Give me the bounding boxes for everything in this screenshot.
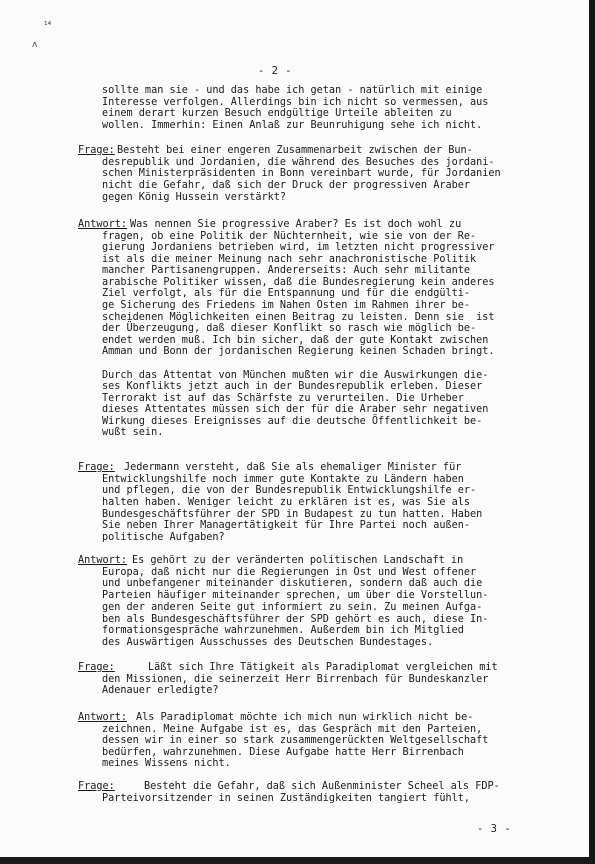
text-line: gegen König Hussein verstärkt? <box>102 191 287 203</box>
speaker-label: Frage: <box>78 462 115 473</box>
text-line: dieses Attentates müssen sich der für die Araber sehr negativen <box>102 404 489 416</box>
text-line: ben als Bundesgeschäftsführer der SPD gehört es auch, diese In- <box>102 613 489 625</box>
text-line: ge Sicherung des Friedens im Nahen Osten im Rahmen ihrer be- <box>102 300 471 312</box>
text-line: Wirkung dieses Ereignisses auf die deutsche Öffentlichkeit be- <box>102 415 483 427</box>
text-line: Was nennen Sie progressive Araber? Es ist doch wohl zu <box>130 219 462 230</box>
text-line: der Überzeugung, daß dieser Konflikt so rasch wie möglich be- <box>102 323 477 335</box>
text-line: nicht die Gefahr, daß sich der Druck der progressiven Araber <box>102 180 471 192</box>
text-line: Parteivorsitzender in seinen Zuständigkeiten tangiert fühlt, <box>102 792 471 804</box>
text-line: den Missionen, die seinerzeit Herr Birrenbach für Bundeskanzler <box>102 673 489 685</box>
text-line: einem derart kurzen Besuch endgültige Urteile ableiten zu <box>102 108 452 120</box>
text-line: formationsgespräche wahrzunehmen. Außerdem bin ich Mitglied <box>102 625 464 637</box>
text-line: Ziel verfolgt, als für die Entspannung und für die endgülti- <box>102 288 471 300</box>
text-line: scheidenen Möglichkeiten einen Beitrag zu leisten. Denn sie ist <box>102 311 495 323</box>
text-line: Es gehört zu der veränderten politischen Landschaft in <box>132 555 464 566</box>
text-line: Entwicklungshilfe noch immer gute Kontakte zu Ländern haben <box>102 473 464 485</box>
text-line: Adenauer erledigte? <box>102 685 219 696</box>
text-line: Terrorakt ist auf das Schärfste zu verurteilen. Die Urheber <box>102 392 464 404</box>
text-line: Jedermann versteht, daß Sie als ehemaliger Minister für <box>124 462 462 473</box>
text-line: gierung Jordaniens betrieben wird, im letzten nicht progressiver <box>102 242 495 254</box>
speaker-label: Antwort: <box>78 219 128 230</box>
speaker-label: Antwort: <box>78 555 128 566</box>
text-line: ses Konflikts jetzt auch in der Bundesrepublik erleben. Dieser <box>102 381 483 393</box>
speaker-label: Frage: <box>78 145 115 156</box>
corner-mark-top: ¹⁴ <box>44 21 52 31</box>
text-line: halten haben. Weniger leicht zu erklären ist es, was Sie als <box>102 497 471 508</box>
text-line: Besteht bei einer engeren Zusammenarbeit zwischen der Bun- <box>117 145 473 156</box>
text-line: Durch das Attentat von München mußten wir die Auswirkungen die- <box>102 369 489 381</box>
speaker-label: Frage: <box>78 781 115 792</box>
text-line: wollen. Immerhin: Einen Anlaß zur Beunruhigung sehe ich nicht. <box>102 119 483 131</box>
text-line: Bundesgeschäftsführer der SPD in Budapest zu tun hatten. Haben <box>102 508 483 520</box>
text-line: des Auswärtigen Ausschusses des Deutschen Bundestages. <box>102 636 434 648</box>
corner-mark-left: ʌ <box>32 40 38 50</box>
text-line: Parteien häufiger miteinander sprechen, um über die Vorstellun- <box>102 590 489 602</box>
text-line: Sie neben Ihrer Managertätigkeit für Ihre Partei noch außen- <box>102 520 471 532</box>
text-line: Interesse verfolgen. Allerdings bin ich nicht so vermessen, aus <box>102 96 489 108</box>
text-line: und pflegen, die von der Bundesrepublik Entwicklungshilfe er- <box>102 485 477 497</box>
page-number-top: - 2 - <box>258 65 293 77</box>
text-line: Europa, daß nicht nur die Regierungen in Ost und West offener <box>102 566 477 578</box>
text-line: ist als die meiner Meinung nach sehr anachronistische Politik <box>102 253 477 265</box>
speaker-label: Antwort: <box>78 712 128 723</box>
text-line: bedürfen, wahrzunehmen. Diese Aufgabe hatte Herr Birrenbach <box>102 746 464 758</box>
text-line: wußt sein. <box>102 427 164 439</box>
text-line: und unbefangener miteinander diskutieren, sondern daß auch die <box>102 578 483 590</box>
text-line: dessen wir in einer so stark zusammengerückten Weltgesellschaft <box>102 735 489 747</box>
text-line: desrepublik und Jordanien, die während des Besuches des jordani- <box>102 156 495 168</box>
text-line: Läßt sich Ihre Tätigkeit als Paradiplomat vergleichen mit <box>148 662 498 673</box>
text-line: schen Ministerpräsidenten in Bonn vereinbart wurde, für Jordanien <box>102 168 501 180</box>
text-line: mancher Partisanengruppen. Andererseits: Auch sehr militante <box>102 265 471 277</box>
text-line: fragen, ob eine Politik der Nüchternheit, wie sie von der Re- <box>102 230 477 242</box>
text-line: gen der anderen Seite gut informiert zu sein. Zu meinen Aufga- <box>102 601 483 613</box>
text-line: arabische Politiker wissen, daß die Bundesregierung kein anderes <box>102 276 495 288</box>
speaker-label: Frage: <box>78 662 115 673</box>
text-line: endet werden muß. Ich bin sicher, daß der gute Kontakt zwischen <box>102 334 489 346</box>
text-line: Amman und Bonn der jordanischen Regierung keinen Schaden bringt. <box>102 346 495 358</box>
text-line: zeichnen. Meine Aufgabe ist es, das Gespräch mit den Parteien, <box>102 723 483 735</box>
text-line: meines Wissens nicht. <box>102 758 231 770</box>
text-line: Besteht die Gefahr, daß sich Außenminister Scheel als FDP- <box>144 781 500 792</box>
text-line: Als Paradiplomat möchte ich mich nun wirklich nicht be- <box>136 712 474 723</box>
text-line: sollte man sie - und das habe ich getan - natürlich mit einige <box>102 85 483 96</box>
page-number-bottom: - 3 - <box>477 823 512 835</box>
text-line: politische Aufgaben? <box>102 532 225 544</box>
